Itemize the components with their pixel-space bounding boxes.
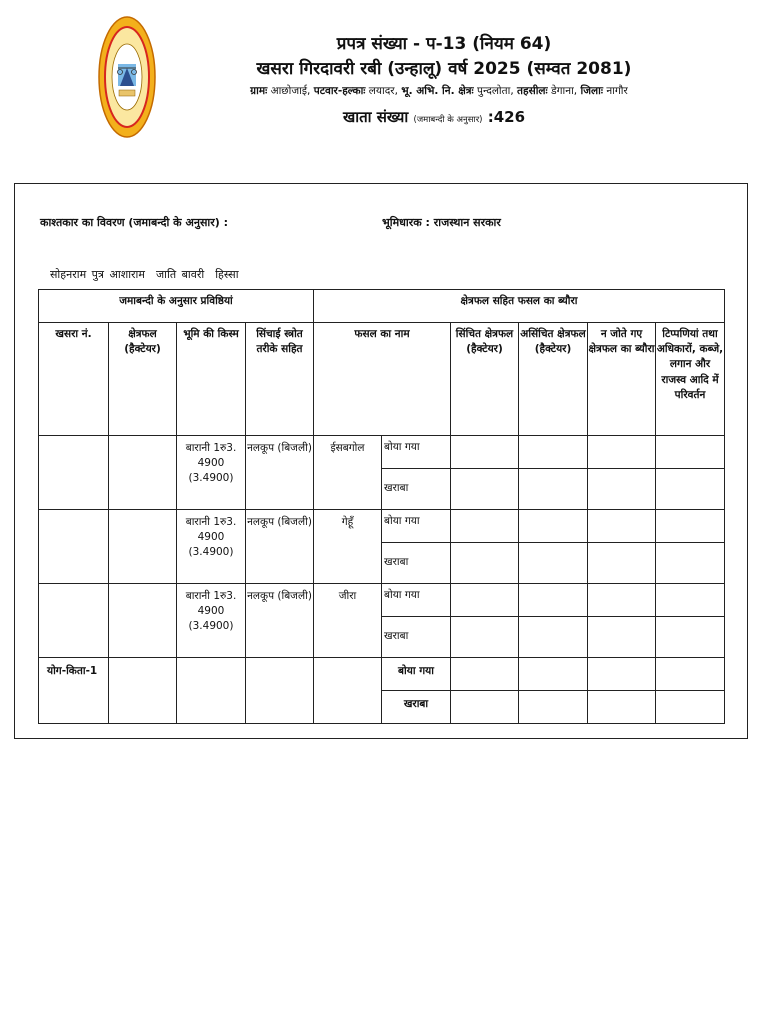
unirrigated-area-cell [519,617,588,658]
land-area-hectare: (3.4900) [188,472,234,485]
tehsil-value: डेगाना, [551,85,578,97]
total-row [39,658,725,691]
owner-details [50,267,239,282]
col-header-irrigated-area: सिंचित क्षेत्रफल (हैक्टेयर) [451,323,519,436]
district-label: जिलाः [580,85,603,97]
total-irrigation-cell [246,658,314,724]
land-area-hectare: (3.4900) [188,546,234,559]
cultivator-label: काश्तकार का विवरण (जमाबन्दी के अनुसार) : [40,216,228,229]
land-record-area-value: पुन्दलोता, [477,85,514,97]
irrigated-area-cell [451,469,519,510]
uncultivated-cell [588,543,656,584]
location-line [0,84,768,98]
irrigation-cell: नलकूप (बिजली) [246,436,314,510]
khasra-cell [39,584,109,658]
total-loss-cell: खराबा [382,691,451,724]
khata-label: खाता संख्या [342,108,409,126]
column-header-row [39,323,725,436]
remarks-cell [656,469,725,510]
irrigated-area-cell [451,436,519,469]
area-cell [109,436,177,510]
sown-cell: बोया गया [382,584,451,617]
uncultivated-cell [588,469,656,510]
col-header-khasra: खसरा नं. [39,323,109,436]
remarks-cell [656,436,725,469]
crop-name-cell: गेहूँ [314,510,382,584]
total-land-type-cell [177,658,246,724]
owner-caste: जाति बावरी [155,268,205,281]
irrigated-area-cell [451,543,519,584]
col-header-area: क्षेत्रफल (हैक्टेयर) [109,323,177,436]
table-row [39,436,725,469]
remarks-cell [656,510,725,543]
total-sown-cell: बोया गया [382,658,451,691]
loss-cell: खराबा [382,543,451,584]
village-value: आछोजाई, [270,85,311,97]
land-area-hectare: (3.4900) [188,620,234,633]
total-uncultivated-cell [588,691,656,724]
total-remarks-cell [656,658,725,691]
land-area-line: 4900 [197,605,225,618]
total-area-cell [109,658,177,724]
loss-cell: खराबा [382,617,451,658]
village-label: ग्रामः [250,85,268,97]
form-main-title: खसरा गिरदावरी रबी (उन्हालू) वर्ष 2025 (सम्वत 2081) [256,59,632,79]
col-header-uncultivated: न जोते गए क्षेत्रफल का ब्यौरा [588,323,656,436]
khata-note: (जमाबन्दी के अनुसार) [413,115,483,125]
area-cell [109,510,177,584]
col-header-land-type: भूमि की किस्म [177,323,246,436]
crop-name-cell: ईसबगोल [314,436,382,510]
unirrigated-area-cell [519,584,588,617]
tehsil-label: तहसीलः [517,85,548,97]
total-remarks-cell [656,691,725,724]
group-header-crop-details: क्षेत्रफल सहित फसल का ब्यौरा [314,290,725,323]
uncultivated-cell [588,584,656,617]
land-area-line: 4900 [197,531,225,544]
total-irrigated-cell [451,691,519,724]
sown-cell: बोया गया [382,510,451,543]
land-area-line: 4900 [197,457,225,470]
unirrigated-area-cell [519,510,588,543]
patwar-value: लयादर, [368,85,398,97]
total-uncultivated-cell [588,658,656,691]
remarks-cell [656,543,725,584]
girdawari-table [38,289,725,724]
land-type-line: बारानी 1रु3. [185,590,237,602]
total-unirrigated-cell [519,658,588,691]
unirrigated-area-cell [519,543,588,584]
remarks-cell [656,617,725,658]
unirrigated-area-cell [519,436,588,469]
crop-name-cell: जीरा [314,584,382,658]
total-unirrigated-cell [519,691,588,724]
land-type-cell [177,436,246,510]
owner-share: हिस्सा [215,268,239,281]
irrigation-cell: नलकूप (बिजली) [246,510,314,584]
land-type-cell [177,584,246,658]
patwar-label: पटवार-हल्काः [313,85,366,97]
sown-cell: बोया गया [382,436,451,469]
land-record-area-label: भू. अभि. नि. क्षेत्रः [401,85,474,97]
irrigated-area-cell [451,617,519,658]
unirrigated-area-cell [519,469,588,510]
group-header-row [39,290,725,323]
uncultivated-cell [588,436,656,469]
col-header-unirrigated-area: असिंचित क्षेत्रफल (हैक्टेयर) [519,323,588,436]
land-type-line: बारानी 1रु3. [185,516,237,528]
uncultivated-cell [588,510,656,543]
khata-number: :426 [487,108,526,126]
land-type-line: बारानी 1रु3. [185,442,237,454]
col-header-irrigation: सिंचाई स्त्रोत तरीके सहित [246,323,314,436]
district-value: नागौर [606,85,628,97]
land-type-cell [177,510,246,584]
khasra-cell [39,510,109,584]
irrigation-cell: नलकूप (बिजली) [246,584,314,658]
irrigated-area-cell [451,584,519,617]
total-label: योग-किता-1 [39,658,109,724]
col-header-crop-name: फसल का नाम [314,323,451,436]
group-header-jamabandi: जमाबन्दी के अनुसार प्रविष्ठियां [39,290,314,323]
uncultivated-cell [588,617,656,658]
total-crop-cell [314,658,382,724]
irrigated-area-cell [451,510,519,543]
loss-cell: खराबा [382,469,451,510]
khata-line [0,107,768,127]
area-cell [109,584,177,658]
total-irrigated-cell [451,658,519,691]
khasra-cell [39,436,109,510]
form-number-title: प्रपत्र संख्या - प-13 (नियम 64) [336,34,552,54]
owner-name: सोहनराम पुत्र आशाराम [50,268,145,281]
landholder-label: भूमिधारक : राजस्थान सरकार [382,216,501,229]
remarks-cell [656,584,725,617]
col-header-remarks: टिप्पणियां तथा अधिकारों, कब्जे, लगान और राजस्व आदि में परिवर्तन [656,323,725,436]
table-row [39,510,725,543]
table-row [39,584,725,617]
